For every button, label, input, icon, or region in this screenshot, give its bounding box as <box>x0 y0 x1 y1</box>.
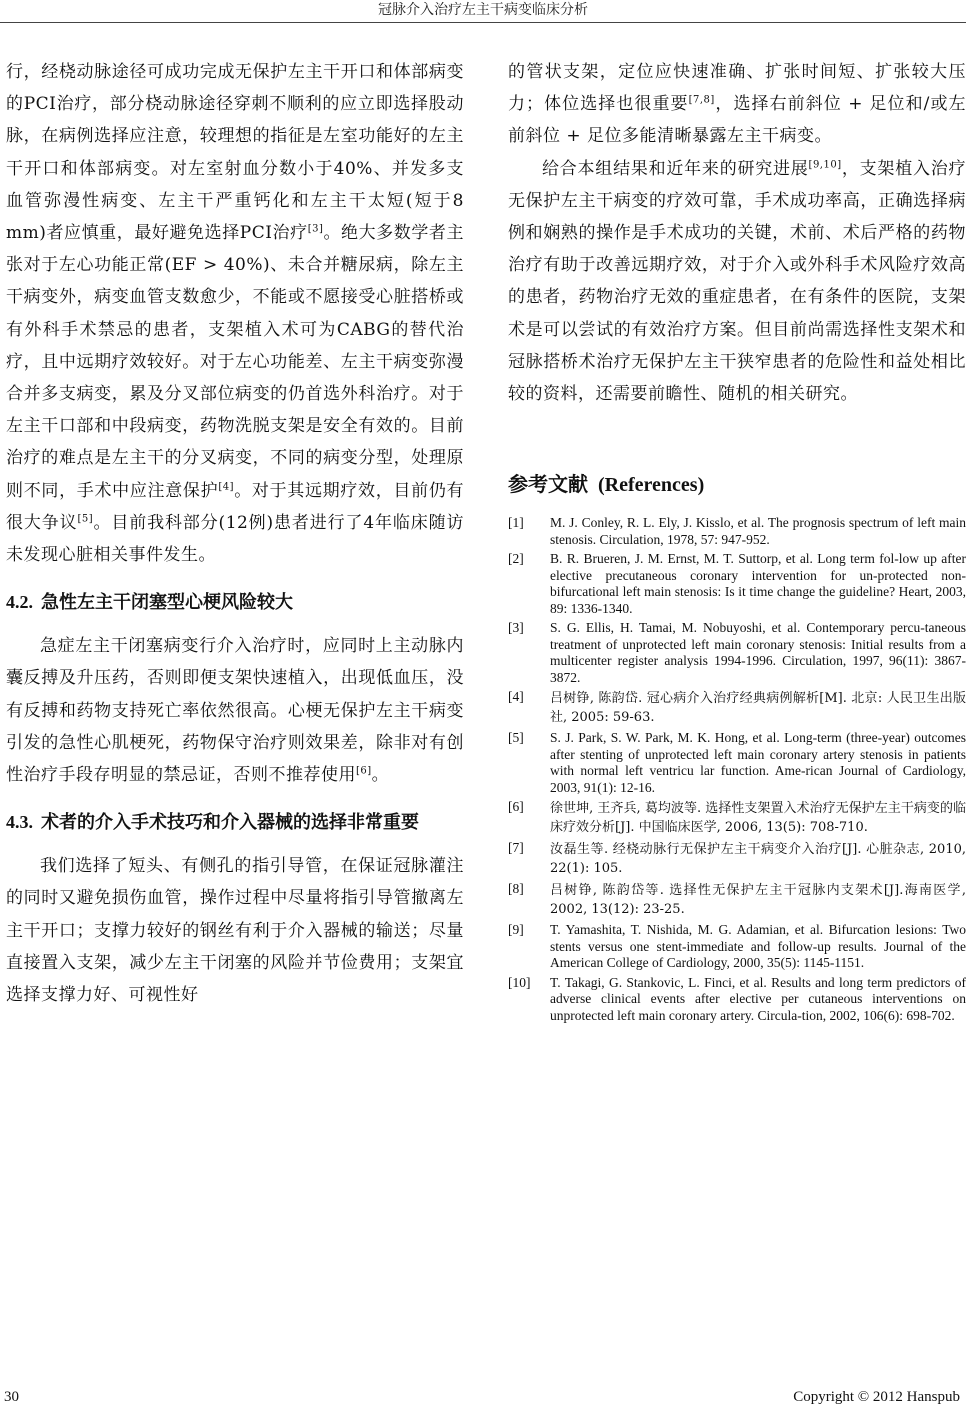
reference-number: [3] <box>508 620 524 636</box>
reference-item <box>508 730 966 796</box>
left-column <box>6 56 464 1011</box>
citation: [6] <box>356 765 372 777</box>
citation: [5] <box>77 513 94 525</box>
body-paragraph: 行，经桡动脉途径可成功完成无保护左主干开口和体部病变的PCI治疗，部分桡动脉途径穿刺不顺利的应立即选择股动脉，在病例选择应注意，较理想的指征是左室功能好的左主干开口和体部病变。对左室射血分数小于40%、并发多支血管弥漫性病变、左主干严重钙化和左主干太短(短于8 mm)者应慎重，最好避免选择PCI治疗[3]。绝大多数学者主张对于左心功能正常(EF > 40%)、未合并糖尿病，除左主干病变外，病变血管支数愈少，不能或不愿接受心脏搭桥或有外科手术禁忌的患者，支架植入术可为CABG的替代治疗，且中远期疗效较好。对于左心功能差、左主干病变弥漫合并多支病变，累及分叉部位病变的仍首选外科治疗。对于左主干口部和中段病变，药物洗脱支架是安全有效的。目前治疗的难点是左主干的分叉病变，不同的病变分型，处理原则不同，手术中应注意保护[4]。对于其远期疗效，目前仍有很大争议[5]。目前我科部分(12例)患者进行了4年临床随访未发现心脏相关事件发生。 <box>6 62 465 566</box>
section-heading-4-3: 4.3. 术者的介入手术技巧和介入器械的选择非常重要 <box>6 812 419 834</box>
reference-text: 吕树铮, 陈韵岱. 冠心病介入治疗经典病例解析[M]. 北京: 人民卫生出版社, 2005: 59-63. <box>550 691 966 726</box>
citation: [3] <box>307 223 324 235</box>
page-footer <box>0 1384 966 1406</box>
reference-text: S. J. Park, S. W. Park, M. K. Hong, et al. Long-term (three-year) outcomes after stenting of unprotected left main coronary artery stenosis in patients with normal left ventricu lar function. Ame-rican Journal of Cardiology, 2003, 91(1): 12-16. <box>550 730 966 795</box>
reference-text: B. R. Brueren, J. M. Ernst, M. T. Suttorp, et al. Long term fol-low up after elective precutaneous coronary intervention for un-protected non-bifurcational left main stenosis: Is it time change the guideline? Heart, 2003, 89: 1336-1340. <box>550 551 966 616</box>
reference-text: M. J. Conley, R. L. Ely, J. Kisslo, et al. The prognosis spectrum of left main stenosis. Circulation, 1978, 57: 947-952. <box>550 515 966 547</box>
reference-number: [1] <box>508 515 524 531</box>
section-heading-4-2: 4.2. 急性左主干闭塞型心梗风险较大 <box>6 592 293 614</box>
right-column <box>508 56 966 1027</box>
body-paragraph: 给合本组结果和近年来的研究进展[9,10]，支架植入治疗无保护左主干病变的疗效可靠，手术成功率高，正确选择病例和娴熟的操作是手术成功的关键，术前、术后严格的药物治疗有助于改善远期疗效，对于介入或外科手术风险疗效高的患者，药物治疗无效的重症患者，在有条件的医院，支架术是可以尝试的有效治疗方案。但目前尚需选择性支架术和冠脉搭桥术治疗无保护左主干狭窄患者的危险性和益处相比较的资料，还需要前瞻性、随机的相关研究。 <box>508 158 966 405</box>
reference-number: [6] <box>508 799 524 815</box>
reference-item <box>508 799 966 837</box>
reference-item <box>508 620 966 686</box>
reference-number: [4] <box>508 689 524 705</box>
reference-text: 吕树铮, 陈韵岱等. 选择性无保护左主干冠脉内支架术[J].海南医学, 2002, 13(12): 23-25. <box>550 883 966 918</box>
reference-item <box>508 551 966 617</box>
reference-number: [8] <box>508 881 524 897</box>
reference-item <box>508 975 966 1025</box>
citation: [9,10] <box>808 158 842 170</box>
reference-text: 徐世坤, 王齐兵, 葛均波等. 选择性支架置入术治疗无保护左主干病变的临床疗效分析[J]. 中国临床医学, 2006, 13(5): 708-710. <box>550 801 966 836</box>
body-paragraph: 的管状支架，定位应快速准确、扩张时间短、扩张较大压力；体位选择也很重要[7,8]，选择右前斜位 + 足位和/或左前斜位 + 足位多能清晰暴露左主干病变。 <box>508 62 966 147</box>
copyright-notice: Copyright © 2012 Hanspub <box>793 1389 960 1405</box>
citation: [7,8] <box>688 94 715 106</box>
body-paragraph: 我们选择了短头、有侧孔的指引导管，在保证冠脉灌注的同时又避免损伤血管，操作过程中尽量将指引导管撤离左主干开口；支撑力较好的钢丝有利于介入器械的输送；尽量直接置入支架，减少左主干闭塞的风险并节俭费用；支架宜选择支撑力好、可视性好 <box>6 856 464 1006</box>
reference-number: [2] <box>508 551 524 567</box>
reference-number: [7] <box>508 840 524 856</box>
reference-item <box>508 840 966 878</box>
reference-list <box>508 515 966 1024</box>
reference-item <box>508 881 966 919</box>
running-header <box>0 0 966 23</box>
references-heading: 参考文献 (References) <box>508 472 705 497</box>
citation: [4] <box>218 480 234 492</box>
reference-number: [10] <box>508 974 531 990</box>
reference-number: [5] <box>508 730 524 746</box>
reference-number: [9] <box>508 922 524 938</box>
page-number: 30 <box>4 1389 19 1405</box>
reference-text: T. Takagi, G. Stankovic, L. Finci, et al. Results and long term predictors of adverse clinical events after elective per cutaneous interventions on unprotected left main coronary artery. Circula-tion, 2002, 106(6): 698-702. <box>550 974 966 1023</box>
reference-text: S. G. Ellis, H. Tamai, M. Nobuyoshi, et al. Contemporary percu-taneous treatment of unprotected left main coronary stenosis: Initial results from a multicenter register analysis 1994-1996. Circulation, 1997, 96(11): 3867-3872. <box>550 620 966 685</box>
reference-item <box>508 515 966 548</box>
reference-text: T. Yamashita, T. Nishida, M. G. Adamian, et al. Bifurcation lesions: Two stents versus one stent-immediate and follow-up results. Journal of the American College of Cardiology, 2000, 35(5): 1145-1151. <box>550 922 966 971</box>
reference-item <box>508 689 966 727</box>
running-title: 冠脉介入治疗左主干病变临床分析 <box>378 2 588 18</box>
reference-text: 汝磊生等. 经桡动脉行无保护左主干病变介入治疗[J]. 心脏杂志, 2010, 22(1): 105. <box>550 842 966 877</box>
reference-item <box>508 922 966 972</box>
body-paragraph: 急症左主干闭塞病变行介入治疗时，应同时上主动脉内囊反搏及升压药，否则即便支架快速植入，出现低血压，没有反搏和药物支持死亡率依然很高。心梗无保护左主干病变引发的急性心肌梗死，药物保守治疗则效果差，除非对有创性治疗手段存明显的禁忌证，否则不推荐使用[6]。 <box>6 636 464 786</box>
